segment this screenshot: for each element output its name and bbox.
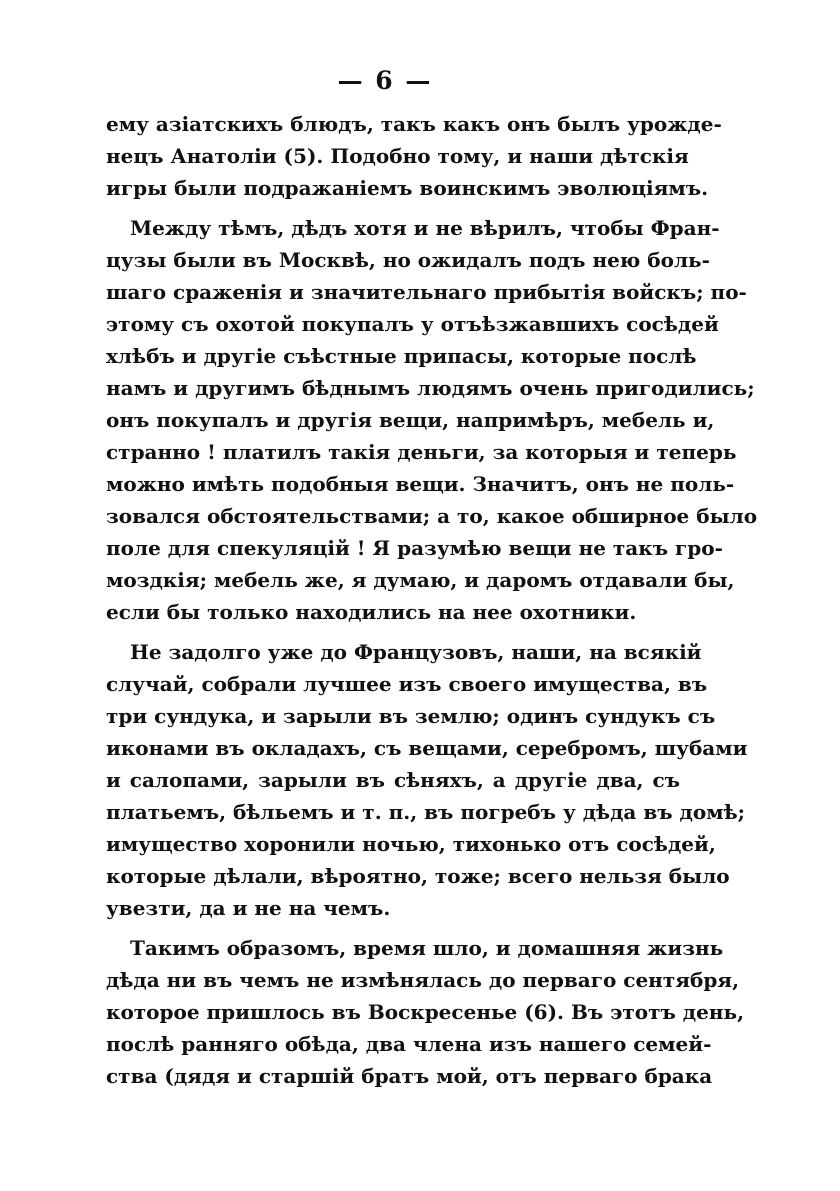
text-line: которое пришлось въ Воскресенье (6). Въ этотъ день, bbox=[106, 1000, 745, 1024]
text-line: намъ и другимъ бѣднымъ людямъ очень пригодились; bbox=[106, 376, 755, 400]
text-line: можно имѣть подобныя вещи. Значитъ, онъ не поль- bbox=[106, 472, 735, 496]
text-line: случай, собрали лучшее изъ своего имущества, въ bbox=[106, 672, 708, 696]
paragraph bbox=[106, 108, 722, 204]
paragraph bbox=[106, 212, 758, 628]
paragraph bbox=[106, 932, 745, 1092]
text-line: моздкія; мебель же, я думаю, и даромъ отдавали бы, bbox=[106, 568, 735, 592]
text-line: онъ покупалъ и другія вещи, напримѣръ, мебель и, bbox=[106, 408, 715, 432]
text-line: игры были подражаніемъ воинскимъ эволюціямъ. bbox=[106, 176, 709, 200]
text-line: поле для спекуляцій ! Я разумѣю вещи не такъ гро- bbox=[106, 536, 723, 560]
page-number: — 6 — bbox=[337, 66, 433, 95]
text-line: странно ! платилъ такія деньги, за которыя и теперь bbox=[106, 440, 737, 464]
text-line: увезти, да и не на чемъ. bbox=[106, 896, 391, 920]
text-line: платьемъ, бѣльемъ и т. п., въ погребъ у дѣда въ домѣ; bbox=[106, 800, 746, 824]
paragraph bbox=[106, 636, 748, 924]
text-line: хлѣбъ и другіе съѣстные припасы, которые послѣ bbox=[106, 344, 697, 368]
body-text bbox=[106, 108, 758, 1092]
text-line: этому съ охотой покупалъ у отъѣзжавшихъ сосѣдей bbox=[106, 312, 719, 336]
text-line: и салопами, зарыли въ сѣняхъ, а другіе два, съ bbox=[106, 768, 680, 792]
text-line: которые дѣлали, вѣроятно, тоже; всего нельзя было bbox=[106, 864, 730, 888]
text-line: послѣ ранняго обѣда, два члена изъ нашего семей- bbox=[106, 1032, 712, 1056]
text-line: ему азіатскихъ блюдъ, такъ какъ онъ былъ урожде- bbox=[106, 112, 722, 136]
text-line: зовался обстоятельствами; а то, какое обширное было bbox=[106, 504, 758, 528]
text-line: если бы только находились на нее охотники. bbox=[106, 600, 637, 624]
text-line: иконами въ окладахъ, съ вещами, серебромъ, шубами bbox=[106, 736, 748, 760]
text-line: Не задолго уже до Французовъ, наши, на всякій bbox=[130, 640, 702, 664]
text-line: три сундука, и зарыли въ землю; одинъ сундукъ съ bbox=[106, 704, 716, 728]
text-line: дѣда ни въ чемъ не измѣнялась до перваго сентября, bbox=[106, 968, 740, 992]
text-line: ства (дядя и старшій братъ мой, отъ перваго брака bbox=[106, 1064, 713, 1088]
text-line: цузы были въ Москвѣ, но ожидалъ подъ нею боль- bbox=[106, 248, 710, 272]
text-line: нецъ Анатоліи (5). Подобно тому, и наши дѣтскія bbox=[106, 144, 689, 168]
text-line: Такимъ образомъ, время шло, и домашняя жизнь bbox=[130, 936, 724, 960]
text-line: шаго сраженія и значительнаго прибытія войскъ; по- bbox=[106, 280, 747, 304]
text-line: Между тѣмъ, дѣдъ хотя и не вѣрилъ, чтобы Фран- bbox=[130, 216, 720, 240]
text-line: имущество хоронили ночью, тихонько отъ сосѣдей, bbox=[106, 832, 716, 856]
